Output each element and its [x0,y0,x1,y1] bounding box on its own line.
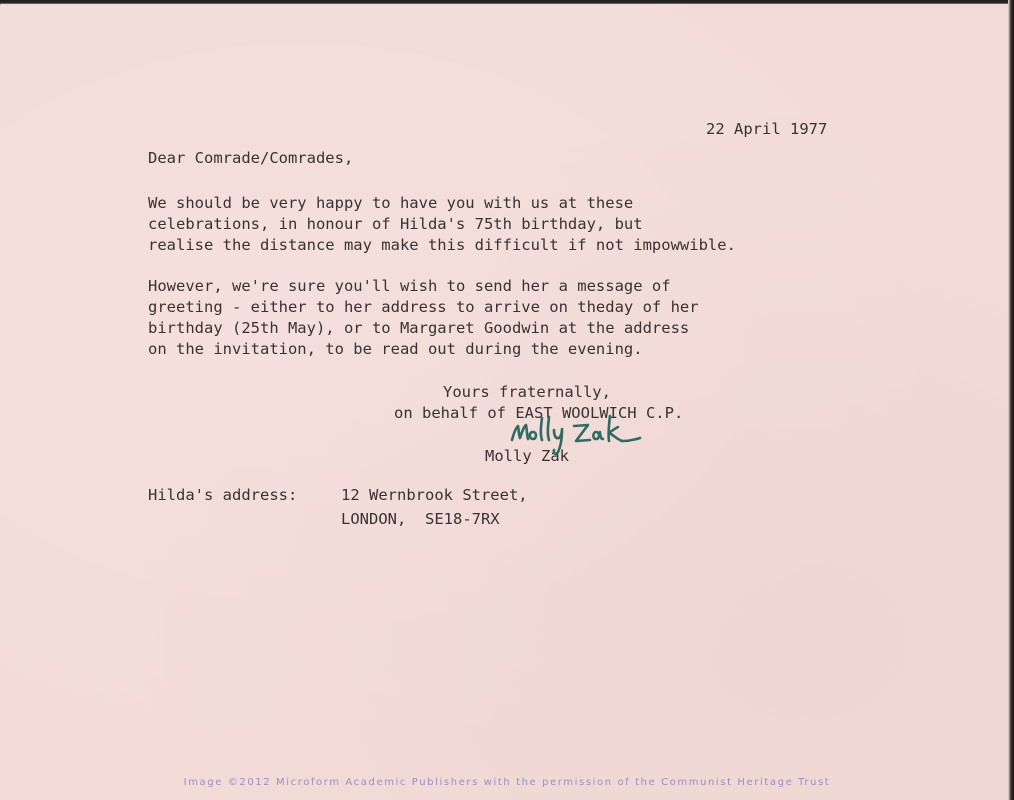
paragraph-2-line: greeting - either to her address to arrive on theday of her [148,298,699,316]
address-street: 12 Wernbrook Street, [341,486,528,504]
copyright-watermark: Image ©2012 Microform Academic Publishers with the permission of the Communist Heritage Trust [183,777,831,788]
letter-date: 22 April 1977 [706,120,828,138]
paragraph-2-line: birthday (25th May), or to Margaret Goodwin at the address [148,319,690,337]
paragraph-2-line: on the invitation, to be read out during the evening. [148,340,643,358]
paragraph-1 [148,193,736,256]
handwritten-signature [510,414,670,462]
address-city: LONDON, SE18-7RX [341,510,500,528]
paragraph-1-line: celebrations, in honour of Hilda's 75th birthday, but [148,215,643,233]
closing-organisation: on behalf of EAST WOOLWICH C.P. [394,404,684,422]
closing-line: Yours fraternally, [443,383,611,401]
paragraph-1-line: We should be very happy to have you with us at these [148,194,634,212]
paragraph-1-line: realise the distance may make this difficult if not impowwible. [148,236,736,254]
paragraph-2 [148,276,699,360]
paragraph-2-line: However, we're sure you'll wish to send her a message of [148,277,671,295]
salutation: Dear Comrade/Comrades, [148,149,354,167]
signatory-name: Molly Zak [485,447,569,465]
scan-right-edge [1008,0,1014,800]
address-label: Hilda's address: [148,486,298,504]
